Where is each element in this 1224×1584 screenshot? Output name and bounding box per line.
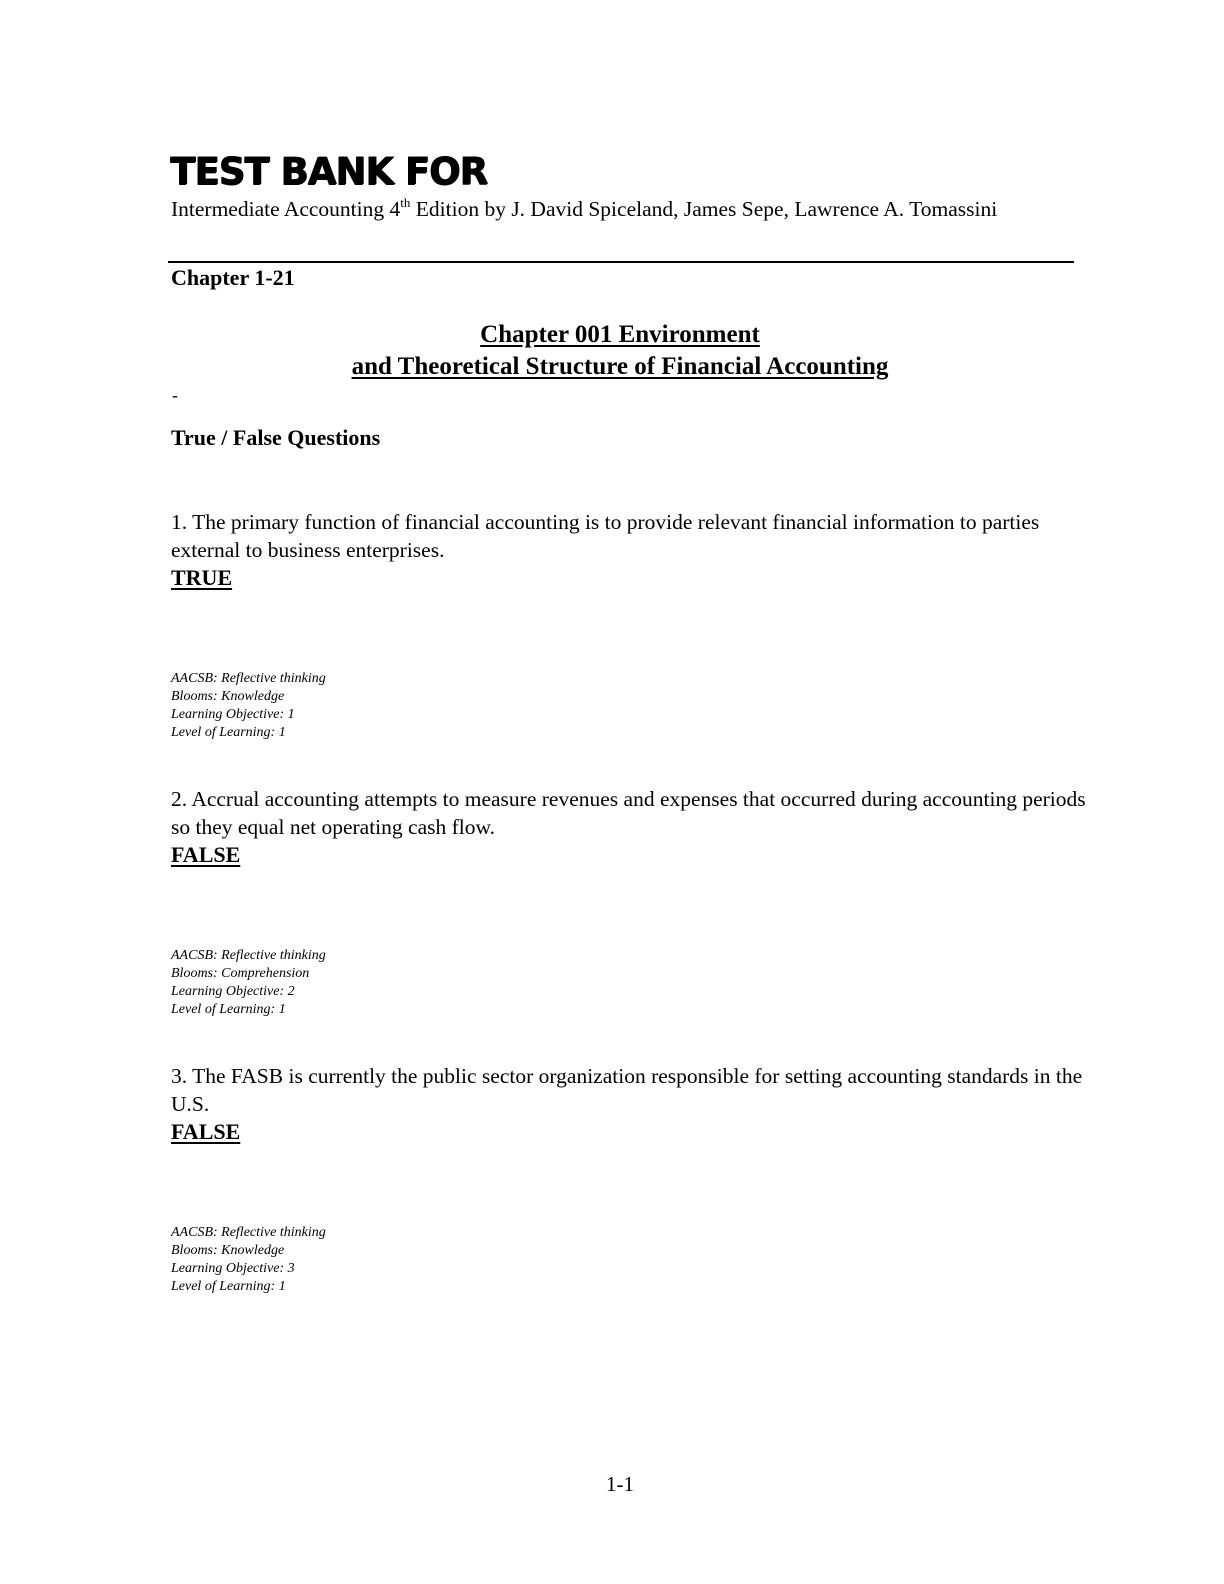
question-metadata: [171, 1224, 1091, 1296]
separator-dash: -: [172, 385, 178, 405]
meta-blooms: Blooms: Comprehension: [171, 966, 310, 981]
question-answer: FALSE: [171, 842, 241, 867]
subtitle-rest: Edition by J. David Spiceland, James Sepe, Lawrence A. Tomassini: [410, 197, 998, 221]
meta-aacsb: AACSB: Reflective thinking: [171, 948, 326, 963]
subtitle-superscript: th: [400, 195, 411, 210]
meta-level-of-learning: Level of Learning: 1: [171, 1279, 286, 1294]
meta-learning-objective: Learning Objective: 2: [171, 984, 295, 999]
question-text: 1. The primary function of financial accounting is to provide relevant financial information to parties external to business enterprises.: [171, 510, 1040, 562]
meta-learning-objective: Learning Objective: 3: [171, 1261, 295, 1276]
meta-learning-objective: Learning Objective: 1: [171, 707, 295, 722]
meta-level-of-learning: Level of Learning: 1: [171, 725, 286, 740]
chapter-title: [170, 319, 1070, 383]
meta-aacsb: AACSB: Reflective thinking: [171, 671, 326, 686]
book-subtitle: [171, 195, 1051, 223]
doc-title: TEST BANK FOR: [170, 150, 487, 193]
question-text: 2. Accrual accounting attempts to measure revenues and expenses that occurred during accounting periods so they equal net operating cash flow.: [171, 787, 1086, 839]
question-2: [171, 785, 1091, 1019]
question-1: [171, 508, 1091, 742]
question-metadata: [171, 947, 1091, 1019]
question-3: [171, 1062, 1091, 1296]
header-divider: [168, 261, 1074, 263]
meta-aacsb: AACSB: Reflective thinking: [171, 1225, 326, 1240]
meta-level-of-learning: Level of Learning: 1: [171, 1002, 286, 1017]
chapter-title-line-1: Chapter 001 Environment: [480, 321, 760, 348]
question-metadata: [171, 670, 1091, 742]
section-title: True / False Questions: [171, 425, 381, 450]
chapter-range: Chapter 1-21: [171, 265, 295, 290]
subtitle-main: Intermediate Accounting 4: [171, 197, 401, 221]
chapter-title-line-2: and Theoretical Structure of Financial Accounting: [351, 353, 889, 380]
question-answer: TRUE: [171, 565, 233, 590]
page-number: 1-1: [606, 1472, 634, 1496]
question-answer: FALSE: [171, 1119, 241, 1144]
question-text: 3. The FASB is currently the public sector organization responsible for setting accounting standards in the U.S.: [171, 1064, 1083, 1116]
meta-blooms: Blooms: Knowledge: [171, 1243, 285, 1258]
meta-blooms: Blooms: Knowledge: [171, 689, 285, 704]
